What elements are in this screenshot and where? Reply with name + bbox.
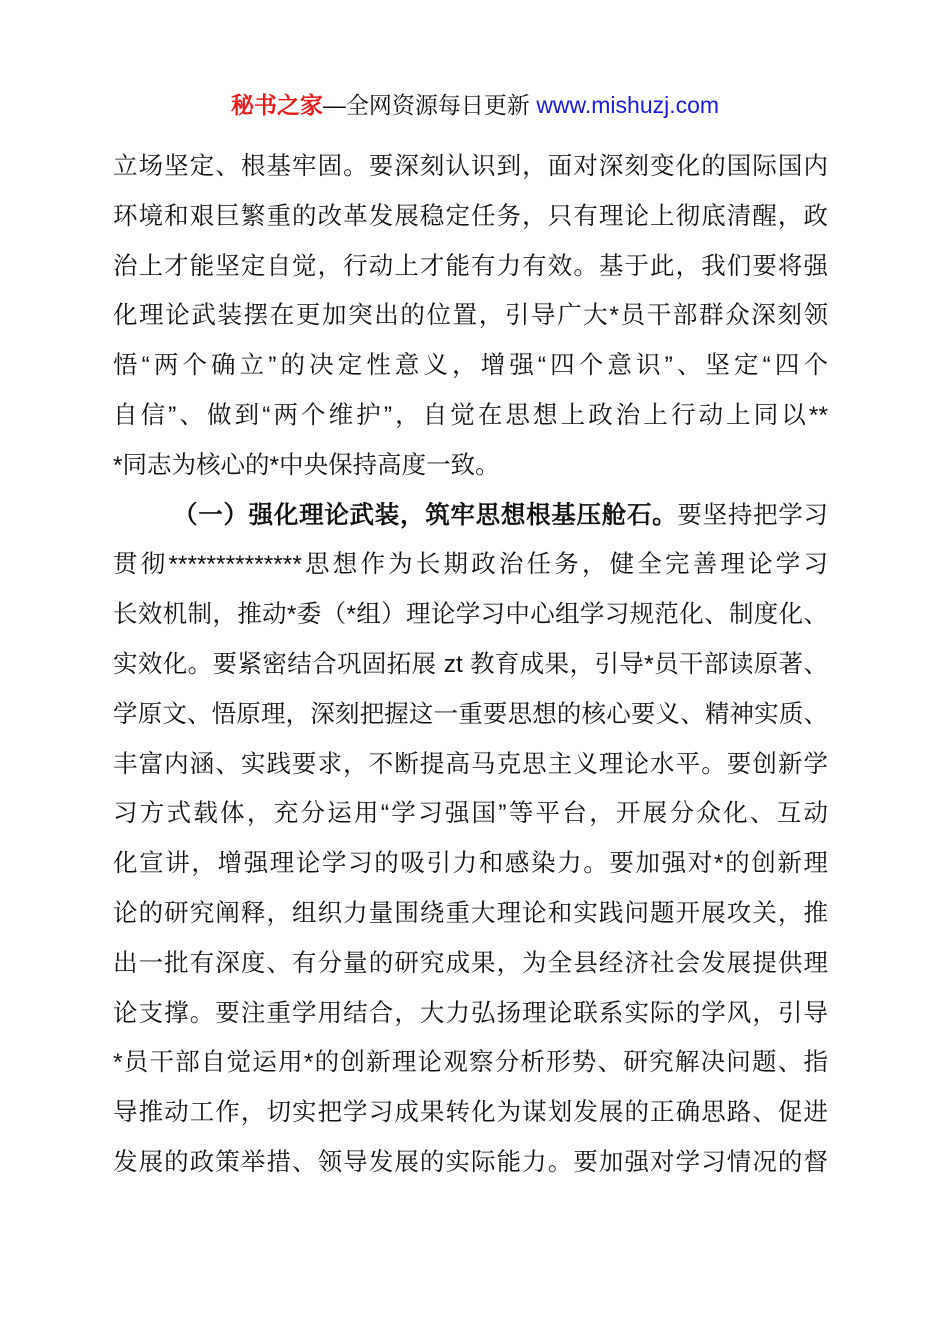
text-line: 学原文、悟原理，深刻把握这一重要思想的核心要义、精神实质、 (113, 700, 828, 728)
brand-name: 秘书之家 (230, 92, 323, 118)
text-line: 习方式载体，充分运用“学习强国”等平台，开展分众化、互动 (113, 800, 828, 828)
text-line: 立场坚定、根基牢固。要深刻认识到，面对深刻变化的国际国内 (113, 153, 828, 180)
text-line: *同志为核心的*中央保持高度一致。 (113, 451, 500, 479)
text-span: 要坚持把学习 (677, 501, 829, 529)
page-header (0, 88, 950, 122)
text-line: *员干部自觉运用*的创新理论观察分析形势、研究解决问题、指 (113, 1049, 828, 1077)
text-line: 悟“两个确立”的决定性意义，增强“四个意识”、坚定“四个 (113, 352, 828, 380)
text-line: 发展的政策举措、领导发展的实际能力。要加强对学习情况的督 (113, 1148, 828, 1176)
text-line (113, 491, 828, 541)
text-line: 实效化。要紧密结合巩固拓展 zt 教育成果，引导*员干部读原著、 (113, 650, 828, 678)
text-line: 贯彻**************思想作为长期政治任务，健全完善理论学习 (113, 551, 828, 579)
document-body (113, 142, 828, 1188)
text-line: 长效机制，推动*委（*组）理论学习中心组学习规范化、制度化、 (113, 601, 828, 629)
text-line: 丰富内涵、实践要求，不断提高马克思主义理论水平。要创新学 (113, 750, 828, 778)
paragraph-2 (113, 491, 828, 1188)
text-line: 治上才能坚定自觉，行动上才能有力有效。基于此，我们要将强 (113, 252, 828, 280)
text-line: 化理论武装摆在更加突出的位置，引导广大*员干部群众深刻领 (113, 302, 828, 330)
text-line: 出一批有深度、有分量的研究成果，为全县经济社会发展提供理 (113, 949, 828, 977)
text-line: 论支撑。要注重学用结合，大力弘扬理论联系实际的学风，引导 (113, 999, 828, 1027)
text-line: 导推动工作，切实把学习成果转化为谋划发展的正确思路、促进 (113, 1099, 828, 1127)
section-heading: （一）强化理论武装，筑牢思想根基压舱石。 (173, 501, 678, 529)
text-line: 自信”、做到“两个维护”，自觉在思想上政治上行动上同以** (113, 401, 828, 429)
text-line: 环境和艰巨繁重的改革发展稳定任务，只有理论上彻底清醒，政 (113, 202, 828, 230)
paragraph-1 (113, 142, 828, 491)
header-slogan: —全网资源每日更新 (322, 92, 537, 118)
website-link[interactable]: www.mishuzj.com (536, 92, 720, 118)
text-line: 论的研究阐释，组织力量围绕重大理论和实践问题开展攻关，推 (113, 899, 828, 927)
text-line: 化宣讲，增强理论学习的吸引力和感染力。要加强对*的创新理 (113, 850, 828, 878)
